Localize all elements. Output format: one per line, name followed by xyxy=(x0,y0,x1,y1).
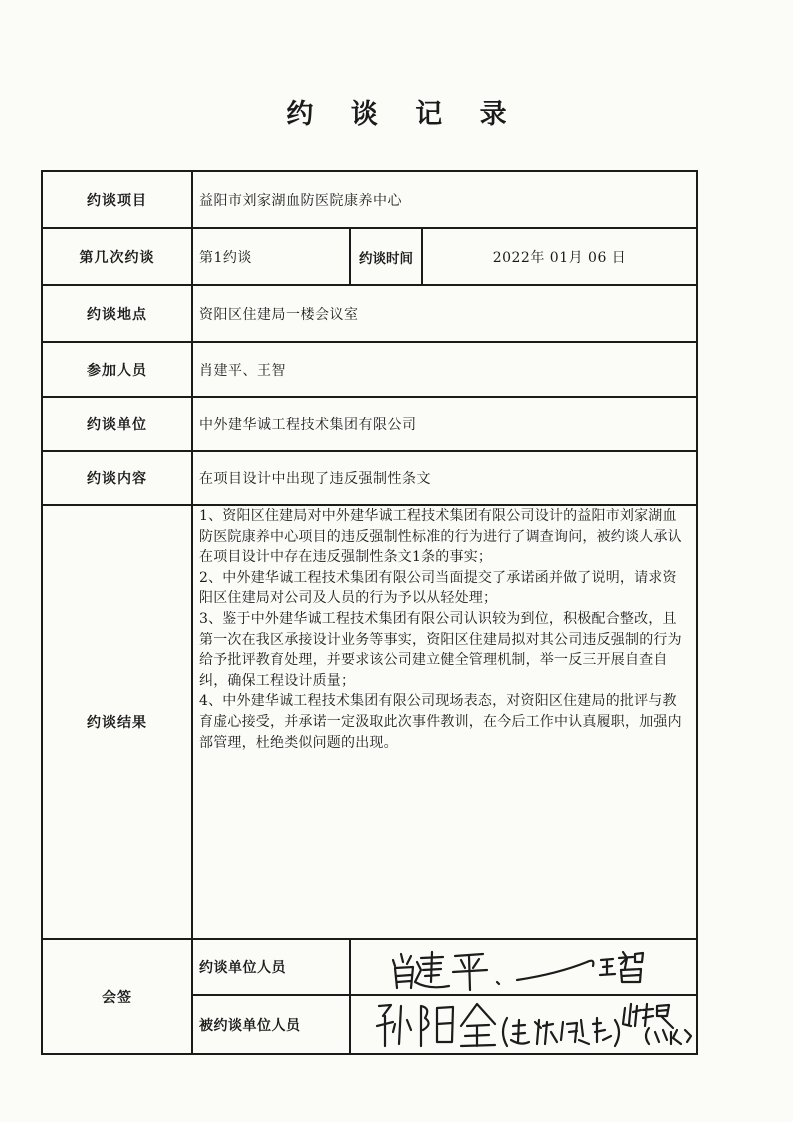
result-item-2: 2、中外建华诚工程技术集团有限公司当面提交了承诺函并做了说明，请求资阳区住建局对公司及人员的行为予以从轻处理； xyxy=(199,569,677,607)
time-value: 2022年 01月 06 日 xyxy=(422,228,697,285)
interview-record-table xyxy=(41,170,698,1055)
interviewee-signature xyxy=(350,995,697,1054)
countersign-label: 会签 xyxy=(42,939,192,1054)
interviewer-signature xyxy=(350,939,697,995)
row-project xyxy=(42,171,697,228)
participants-value: 肖建平、王智 xyxy=(192,342,697,397)
result-text xyxy=(192,505,697,939)
project-label: 约谈项目 xyxy=(42,171,192,228)
row-unit xyxy=(42,397,697,451)
row-content xyxy=(42,451,697,505)
row-participants xyxy=(42,342,697,397)
content-value: 在项目设计中出现了违反强制性条文 xyxy=(192,451,697,505)
location-value: 资阳区住建局一楼会议室 xyxy=(192,285,697,342)
unit-value: 中外建华诚工程技术集团有限公司 xyxy=(192,397,697,451)
time-label: 约谈时间 xyxy=(350,228,422,285)
content-label: 约谈内容 xyxy=(42,451,192,505)
result-item-1: 1、资阳区住建局对中外建华诚工程技术集团有限公司设计的益阳市刘家湖血防医院康养中心项目的违反强制性标准的行为进行了调查询问，被约谈人承认在项目设计中存在违反强制性条文1条的事实； xyxy=(199,508,682,566)
interviewer-label: 约谈单位人员 xyxy=(192,939,350,995)
row-result xyxy=(42,505,697,939)
participants-label: 参加人员 xyxy=(42,342,192,397)
row-round xyxy=(42,228,697,285)
interviewer-signature-image xyxy=(357,940,697,994)
interviewee-label: 被约谈单位人员 xyxy=(192,995,350,1054)
document-title: 约 谈 记 录 xyxy=(286,99,521,130)
project-value: 益阳市刘家湖血防医院康养中心 xyxy=(192,171,697,228)
row-countersign-interviewer xyxy=(42,939,697,995)
round-value: 第1约谈 xyxy=(192,228,350,285)
result-label: 约谈结果 xyxy=(42,505,192,939)
result-item-3: 3、鉴于中外建华诚工程技术集团有限公司认识较为到位，积极配合整改，且第一次在我区承接设计业务等事实，资阳区住建局拟对其公司违反强制的行为给予批评教育处理，并要求该公司建立健全管理机制，举一反三开展自查自纠，确保工程设计质量； xyxy=(199,610,682,689)
unit-label: 约谈单位 xyxy=(42,397,192,451)
location-label: 约谈地点 xyxy=(42,285,192,342)
interviewee-signature-image xyxy=(357,996,697,1053)
row-location xyxy=(42,285,697,342)
result-item-4: 4、中外建华诚工程技术集团有限公司现场表态，对资阳区住建局的批评与教育虚心接受，并承诺一定汲取此次事件教训，在今后工作中认真履职，加强内部管理，杜绝类似问题的出现。 xyxy=(199,693,682,751)
round-label: 第几次约谈 xyxy=(42,228,192,285)
